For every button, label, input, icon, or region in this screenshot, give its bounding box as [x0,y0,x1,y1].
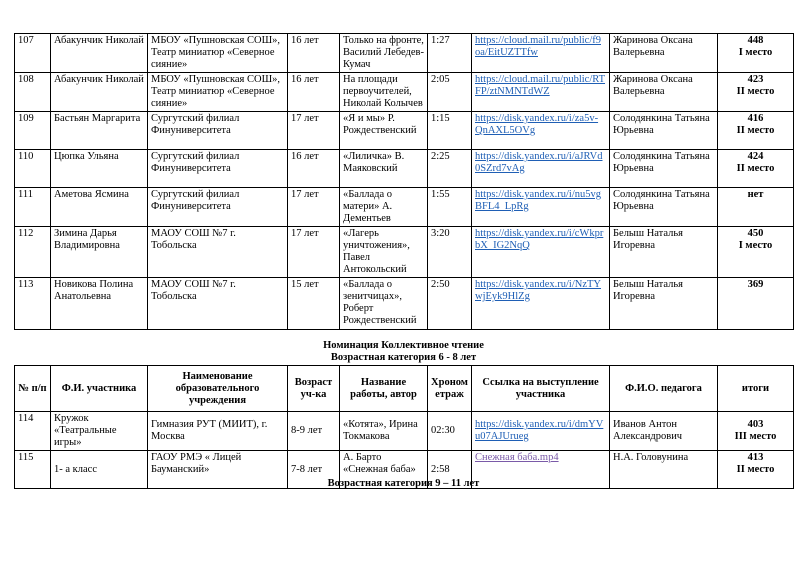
result [718,34,794,73]
header-org: Наименование образовательного учреждения [148,366,288,412]
participant-name: Бастьян Маргарита [51,112,148,150]
duration: 1:15 [428,112,472,150]
place: I место [738,240,773,251]
header-age: Возраст уч-ка [288,366,340,412]
row-number: 110 [15,150,51,188]
header-link: Ссылка на выступление участника [472,366,610,412]
row-number: 114 [15,412,51,451]
result [718,112,794,150]
participants-table-solo [14,33,794,330]
place: II место [736,125,775,136]
result [718,412,794,451]
table-row [15,73,794,112]
duration: 2:25 [428,150,472,188]
participant-name: Зимина Дарья Владимировна [51,227,148,278]
work-title: «Я и мы» Р. Рождественский [340,112,428,150]
video-link[interactable]: https://disk.yandex.ru/i/aJRVd0SZrd7vAg [475,151,603,174]
duration: 02:30 [428,412,472,451]
table-row [15,112,794,150]
header-time: Хронометраж [428,366,472,412]
age-category-heading: Возрастная категория 9 – 11 лет [327,478,480,489]
header-num: № п/п [15,366,51,412]
teacher-name: Белыш Наталья Игоревна [610,278,718,330]
participant-name: Новикова Полина Анатольевна [51,278,148,330]
teacher-name: Жаринова Оксана Валерьевна [610,34,718,73]
header-teacher: Ф.И.О. педагога [610,366,718,412]
row-number: 107 [15,34,51,73]
result [718,227,794,278]
participant-name: Аметова Ясмина [51,188,148,227]
score: 416 [747,113,764,124]
score: 450 [747,228,764,239]
participant-name: Кружок «Театральные игры» [51,412,148,451]
score: 403 [747,419,764,430]
participant-name: Абакунчик Николай [51,73,148,112]
work-title: «Лагерь уничтожения», Павел Антокольский [340,227,428,278]
duration: 2:05 [428,73,472,112]
duration: 2:58 [428,451,472,489]
duration: 1:27 [428,34,472,73]
header-work: Название работы, автор [340,366,428,412]
header-name: Ф.И. участника [51,366,148,412]
participant-age: 17 лет [288,112,340,150]
table-row [15,278,794,330]
teacher-name: Белыш Наталья Игоревна [610,227,718,278]
participant-age: 8-9 лет [288,412,340,451]
duration: 1:55 [428,188,472,227]
participant-age: 15 лет [288,278,340,330]
video-link[interactable]: https://cloud.mail.ru/public/RTFP/ztNMNTdWZ [475,74,606,97]
work-title: А. Барто «Снежная баба» [340,451,428,489]
place: I место [738,47,773,58]
participant-name: Абакунчик Николай [51,34,148,73]
video-link[interactable]: https://disk.yandex.ru/i/za5v-QnAXL5OVg [475,113,599,136]
institution: Сургутский филиал Финуниверситета [148,112,288,150]
work-title: На площади первоучителей, Николай Колычев [340,73,428,112]
nomination-heading: Номинация Коллективное чтение [323,340,484,351]
video-file-link[interactable]: Снежная баба.mp4 [475,452,559,463]
video-link[interactable]: https://disk.yandex.ru/i/NzTYwjEyk9HlZg [475,279,601,302]
institution: ГАОУ РМЭ « Лицей Бауманский» [148,451,288,489]
table-row [15,150,794,188]
place: III место [734,431,777,442]
institution: МАОУ СОШ №7 г. Тобольска [148,278,288,330]
duration: 3:20 [428,227,472,278]
table-header-row [15,366,794,412]
teacher-name: Солодянкина Татьяна Юрьевна [610,188,718,227]
duration: 2:50 [428,278,472,330]
header-result: итоги [718,366,794,412]
table-row [15,227,794,278]
score: 369 [747,279,764,290]
row-number: 115 [15,451,51,489]
score: 413 [747,452,764,463]
work-title: «Лиличка» В. Маяковский [340,150,428,188]
teacher-name: Иванов Антон Александрович [610,412,718,451]
work-title: «Баллада о матери» А. Дементьев [340,188,428,227]
table-row [15,34,794,73]
row-number: 109 [15,112,51,150]
participant-age: 16 лет [288,34,340,73]
participant-age: 16 лет [288,150,340,188]
institution: Сургутский филиал Финуниверситета [148,188,288,227]
video-link[interactable]: https://disk.yandex.ru/i/nu5vgBFL4_LpRg [475,189,601,212]
video-link[interactable]: https://disk.yandex.ru/i/cWkprbX_IG2NqQ [475,228,604,251]
score: 423 [747,74,764,85]
institution: МБОУ «Пушновская СОШ», Театр миниатюр «Северное сияние» [148,73,288,112]
participant-age: 17 лет [288,188,340,227]
place: II место [736,464,775,475]
participant-age: 16 лет [288,73,340,112]
teacher-name: Солодянкина Татьяна Юрьевна [610,112,718,150]
score: 448 [747,35,764,46]
result [718,188,794,227]
result [718,73,794,112]
institution: Гимназия РУТ (МИИТ), г. Москва [148,412,288,451]
institution: МБОУ «Пушновская СОШ», Театр миниатюр «Северное сияние» [148,34,288,73]
video-link[interactable]: https://cloud.mail.ru/public/f9oa/EitUZTTfw [475,35,601,58]
table-row [15,188,794,227]
row-number: 108 [15,73,51,112]
place: II место [736,163,775,174]
score: нет [747,189,764,200]
place: II место [736,86,775,97]
work-title: Только на фронте, Василий Лебедев-Кумач [340,34,428,73]
teacher-name: Солодянкина Татьяна Юрьевна [610,150,718,188]
participants-table-group [14,365,794,489]
table-row [15,412,794,451]
score: 424 [747,151,764,162]
result [718,278,794,330]
work-title: «Баллада о зенитчицах», Роберт Рождественский [340,278,428,330]
institution: МАОУ СОШ №7 г. Тобольска [148,227,288,278]
participant-age: 7-8 лет [288,451,340,489]
teacher-name: Жаринова Оксана Валерьевна [610,73,718,112]
row-number: 111 [15,188,51,227]
age-category-heading: Возрастная категория 6 - 8 лет [330,352,477,363]
row-number: 112 [15,227,51,278]
institution: Сургутский филиал Финуниверситета [148,150,288,188]
video-link[interactable]: https://disk.yandex.ru/i/dmYVu07AJUrueg [475,419,604,442]
row-number: 113 [15,278,51,330]
result [718,150,794,188]
work-title: «Котята», Ирина Токмакова [340,412,428,451]
participant-name: 1- а класс [51,451,148,489]
participant-name: Цюпка Ульяна [51,150,148,188]
teacher-name: Н.А. Головунина [610,451,718,489]
participant-age: 17 лет [288,227,340,278]
